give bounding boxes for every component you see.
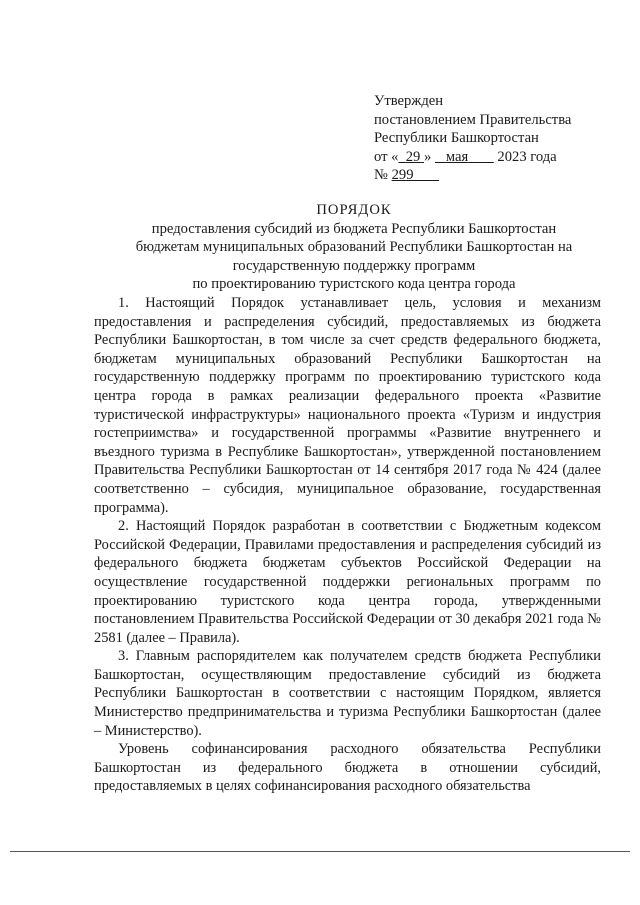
approval-day: 29 — [405, 148, 421, 165]
document-subtitle-line-3: государственную поддержку программ — [232, 257, 476, 274]
approval-stamp — [374, 92, 624, 185]
document-title: ПОРЯДОК — [316, 202, 392, 218]
document-subtitle-line-2: бюджетам муниципальных образований Республики Башкортостан на — [135, 239, 573, 256]
approval-authority-line: Республики Башкортостан — [374, 130, 539, 147]
page-bottom-divider — [10, 851, 630, 852]
document-body — [94, 294, 601, 796]
approval-decree-line: постановлением Правительства — [374, 111, 572, 128]
approval-date-line: от « 29 » мая 2023 года — [374, 148, 557, 165]
approval-year: 2023 года — [497, 148, 557, 165]
paragraph-2: 2. Настоящий Порядок разработан в соответствии с Бюджетным кодексом Российской Федерации, Правилами предоставления и распределения субсидий из федерального бюджета бюджетам субъектов Российской Федерации на осуществление государственной поддержки региональных программ по проектированию туристского кода центра города, утвержденными постановлением Правительства Российской Федерации от 30 декабря 2021 года № 2581 (далее – Правила). — [94, 518, 601, 646]
approval-number: 299 — [391, 167, 414, 184]
paragraph-3: 3. Главным распорядителем как получателем средств бюджета Республики Башкортостан, осуществляющим предоставление субсидий из бюджета Республики Башкортостан в соответствии с настоящим Порядком, является Министерство предпринимательства и туризма Республики Башкортостан (далее – Министерство). — [94, 648, 601, 739]
paragraph-4: Уровень софинансирования расходного обязательства Республики Башкортостан из федерального бюджета в отношении субсидий, предоставляемых в целях софинансирования расходного обязательства — [94, 741, 601, 795]
document-subtitle-line-4: по проектированию туристского кода центра города — [192, 276, 516, 293]
approval-month: мая — [445, 148, 469, 165]
approval-number-line: № 299 — [374, 166, 624, 185]
document-title-block — [100, 201, 608, 294]
approval-heading: Утвержден — [374, 93, 444, 109]
document-subtitle-line-1: предоставления субсидий из бюджета Республики Башкортостан — [151, 220, 557, 237]
paragraph-1: 1. Настоящий Порядок устанавливает цель, условия и механизм предоставления и распределения субсидий, предоставляемых из бюджета Республики Башкортостан, в том числе за счет средств федерального бюджета, бюджетам муниципальных образований Республики Башкортостан на государственную поддержку программ по проектированию туристского кода центра города в рамках реализации федерального проекта «Развитие туристической инфраструктуры» национального проекта «Туризм и индустрия гостеприимства» и государственной программы «Развитие внутреннего и въездного туризма в Республике Башкортостан», утвержденной постановлением Правительства Республики Башкортостан от 14 сентября 2017 года № 424 (далее соответственно – субсидия, муниципальное образование, государственная программа). — [94, 295, 601, 516]
